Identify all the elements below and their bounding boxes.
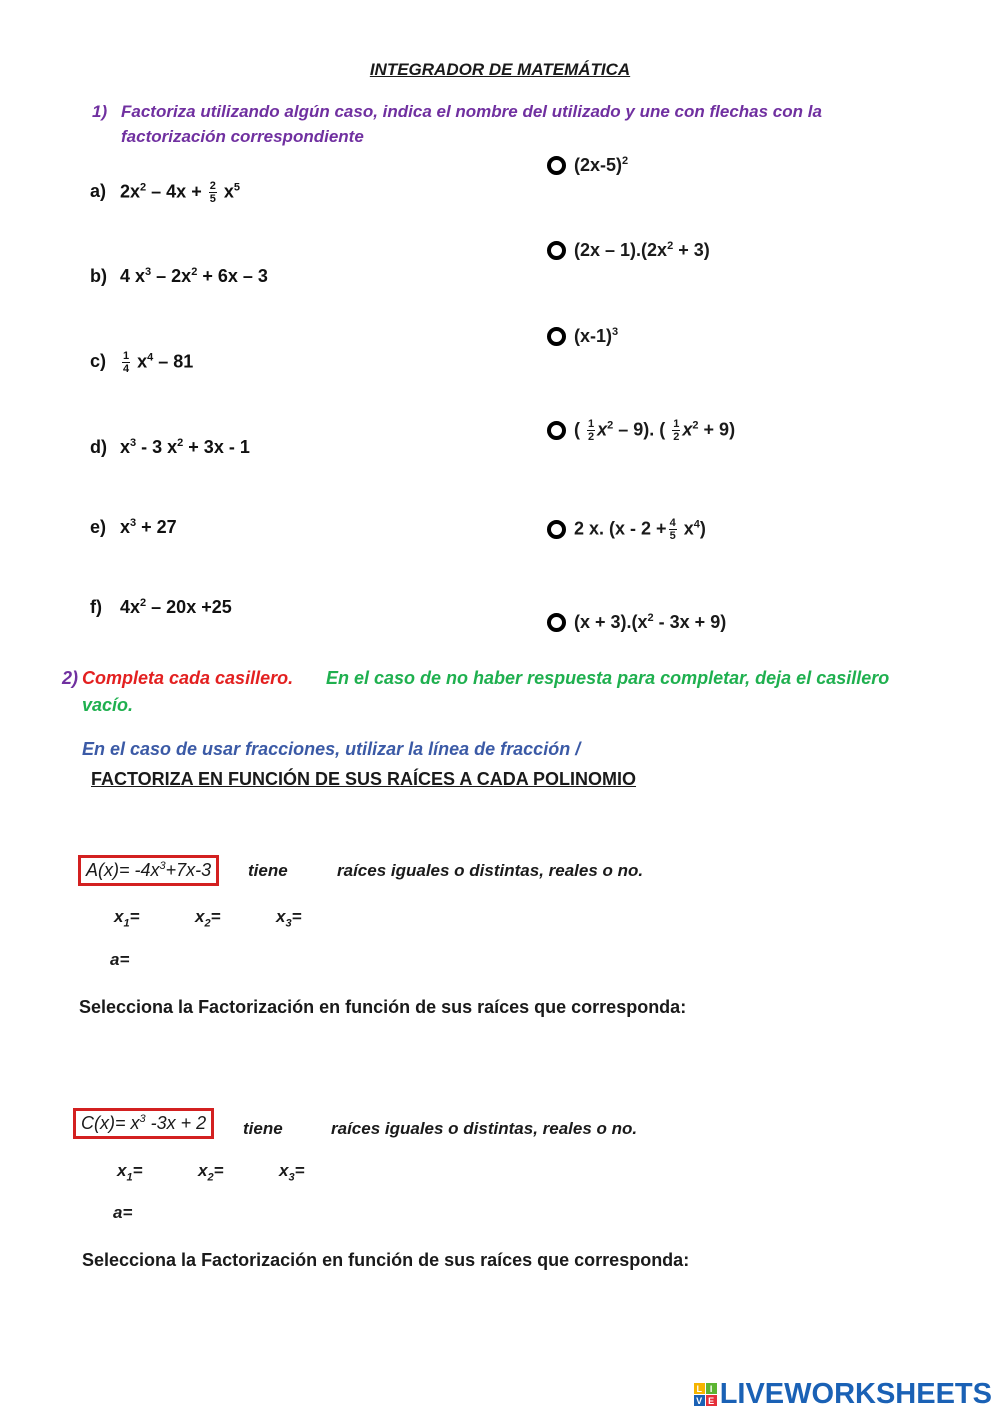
polynomial-c-leading-coef: a= <box>113 1203 133 1222</box>
radio-button[interactable] <box>547 613 566 632</box>
polynomial-a-raices-text: raíces iguales o distintas, reales o no. <box>337 861 644 880</box>
option-text: $(2x-5)^2$ <box>574 155 629 175</box>
polynomial-a-box: $A(x)= -4x^3+7x-3$ <box>78 855 219 886</box>
liveworksheets-logo <box>694 1378 992 1411</box>
option-text: 2 x. (x - 2 + $\frac{4}{5}$ $x^4$) <box>574 517 706 542</box>
fraction: $\frac{1}{2}$ <box>673 418 680 443</box>
section2-green-instruction-line2: vacío. <box>82 695 134 715</box>
polynomial-a-tiene: tiene <box>248 861 288 880</box>
radio-button[interactable] <box>547 241 566 260</box>
polynomial-a-root-x2: $x_2=$ <box>195 907 221 930</box>
section2-heading: FACTORIZA EN FUNCIÓN DE SUS RAÍCES A CADA POLINOMIO <box>91 769 637 789</box>
expression-label: a) <box>90 181 107 202</box>
radio-button[interactable] <box>547 421 566 440</box>
option-text: $(2x - 1).(2x^2 + 3)$ <box>574 240 710 260</box>
fraction: $\frac{4}{5}$ <box>669 517 676 542</box>
expression-a: a) $2x^2 - 4x$ + $\frac{2}{5}$ $x^5$ <box>90 180 240 205</box>
expression-c: c) $\frac{1}{4}$ $x^4 - 81$ <box>90 350 194 375</box>
expression-label: d) <box>90 437 107 457</box>
expression-label: e) <box>90 517 107 537</box>
option-2[interactable] <box>547 240 710 261</box>
logo-text: LIVEWORKSHEETS <box>719 1378 992 1410</box>
section2-green-instruction-line1: En el caso de no haber respuesta para completar, deja el casillero <box>326 668 890 688</box>
option-4[interactable] <box>547 418 735 443</box>
polynomial-a-root-x3: $x_3=$ <box>276 907 302 930</box>
section2-number: 2) <box>62 668 79 688</box>
polynomial-c-root-x2: $x_2=$ <box>198 1161 224 1184</box>
fraction: $\frac{2}{5}$ <box>209 180 216 205</box>
section1-number: 1) <box>92 102 108 121</box>
section1-instruction-line2: factorización correspondiente <box>121 127 364 146</box>
option-1[interactable] <box>547 155 628 176</box>
polynomial-c-box: $C(x)= x^3$ -3x + 2 <box>73 1108 214 1139</box>
fraction: $\frac{1}{4}$ <box>123 350 130 375</box>
polynomial-c-select-instruction: Selecciona la Factorización en función de sus raíces que corresponda: <box>82 1250 690 1270</box>
expression-b: b) 4 $x^3 - 2x^2 + 6x - 3$ <box>90 266 268 286</box>
logo-grid-icon: L I V E <box>694 1383 717 1406</box>
expression-f: f) $4x^2 - 20x +25$ <box>90 597 232 617</box>
expression-e: e) $x^3 + 27$ <box>90 517 177 537</box>
option-text: ( $\frac{1}{2}$ $x^2 - 9$). ( $\frac{1}{2}$ $x^2 + 9$) <box>574 418 736 443</box>
radio-button[interactable] <box>547 327 566 346</box>
polynomial-c-root-x3: $x_3=$ <box>279 1161 305 1184</box>
radio-button[interactable] <box>547 156 566 175</box>
expression-label: b) <box>90 266 107 286</box>
section1-instruction-line1: Factoriza utilizando algún caso, indica el nombre del utilizado y une con flechas con la <box>121 102 822 121</box>
polynomial-c-raices-text: raíces iguales o distintas, reales o no. <box>331 1119 638 1138</box>
section2-blue-instruction: En el caso de usar fracciones, utilizar la línea de fracción / <box>82 739 581 759</box>
option-text: $(x + 3).(x^2 - 3x + 9)$ <box>574 612 727 632</box>
polynomial-a-root-x1: $x_1=$ <box>114 907 140 930</box>
polynomial-c-root-x1: $x_1=$ <box>117 1161 143 1184</box>
polynomial-a-leading-coef: a= <box>110 950 130 969</box>
radio-button[interactable] <box>547 520 566 539</box>
expression-d: d) $x^3 - 3$ $x^2 + 3x - 1$ <box>90 437 250 457</box>
polynomial-c-tiene: tiene <box>243 1119 283 1138</box>
expression-label: f) <box>90 597 102 617</box>
polynomial-a-select-instruction: Selecciona la Factorización en función de sus raíces que corresponda: <box>79 997 687 1017</box>
fraction: $\frac{1}{2}$ <box>588 418 595 443</box>
section2-red-instruction: Completa cada casillero. <box>82 668 294 688</box>
option-5[interactable] <box>547 517 706 542</box>
expression-label: c) <box>90 351 107 372</box>
option-3[interactable] <box>547 326 618 347</box>
option-6[interactable] <box>547 612 726 633</box>
page-title: INTEGRADOR DE MATEMÁTICA <box>369 60 631 79</box>
option-text: $(x-1)^3$ <box>574 326 619 346</box>
